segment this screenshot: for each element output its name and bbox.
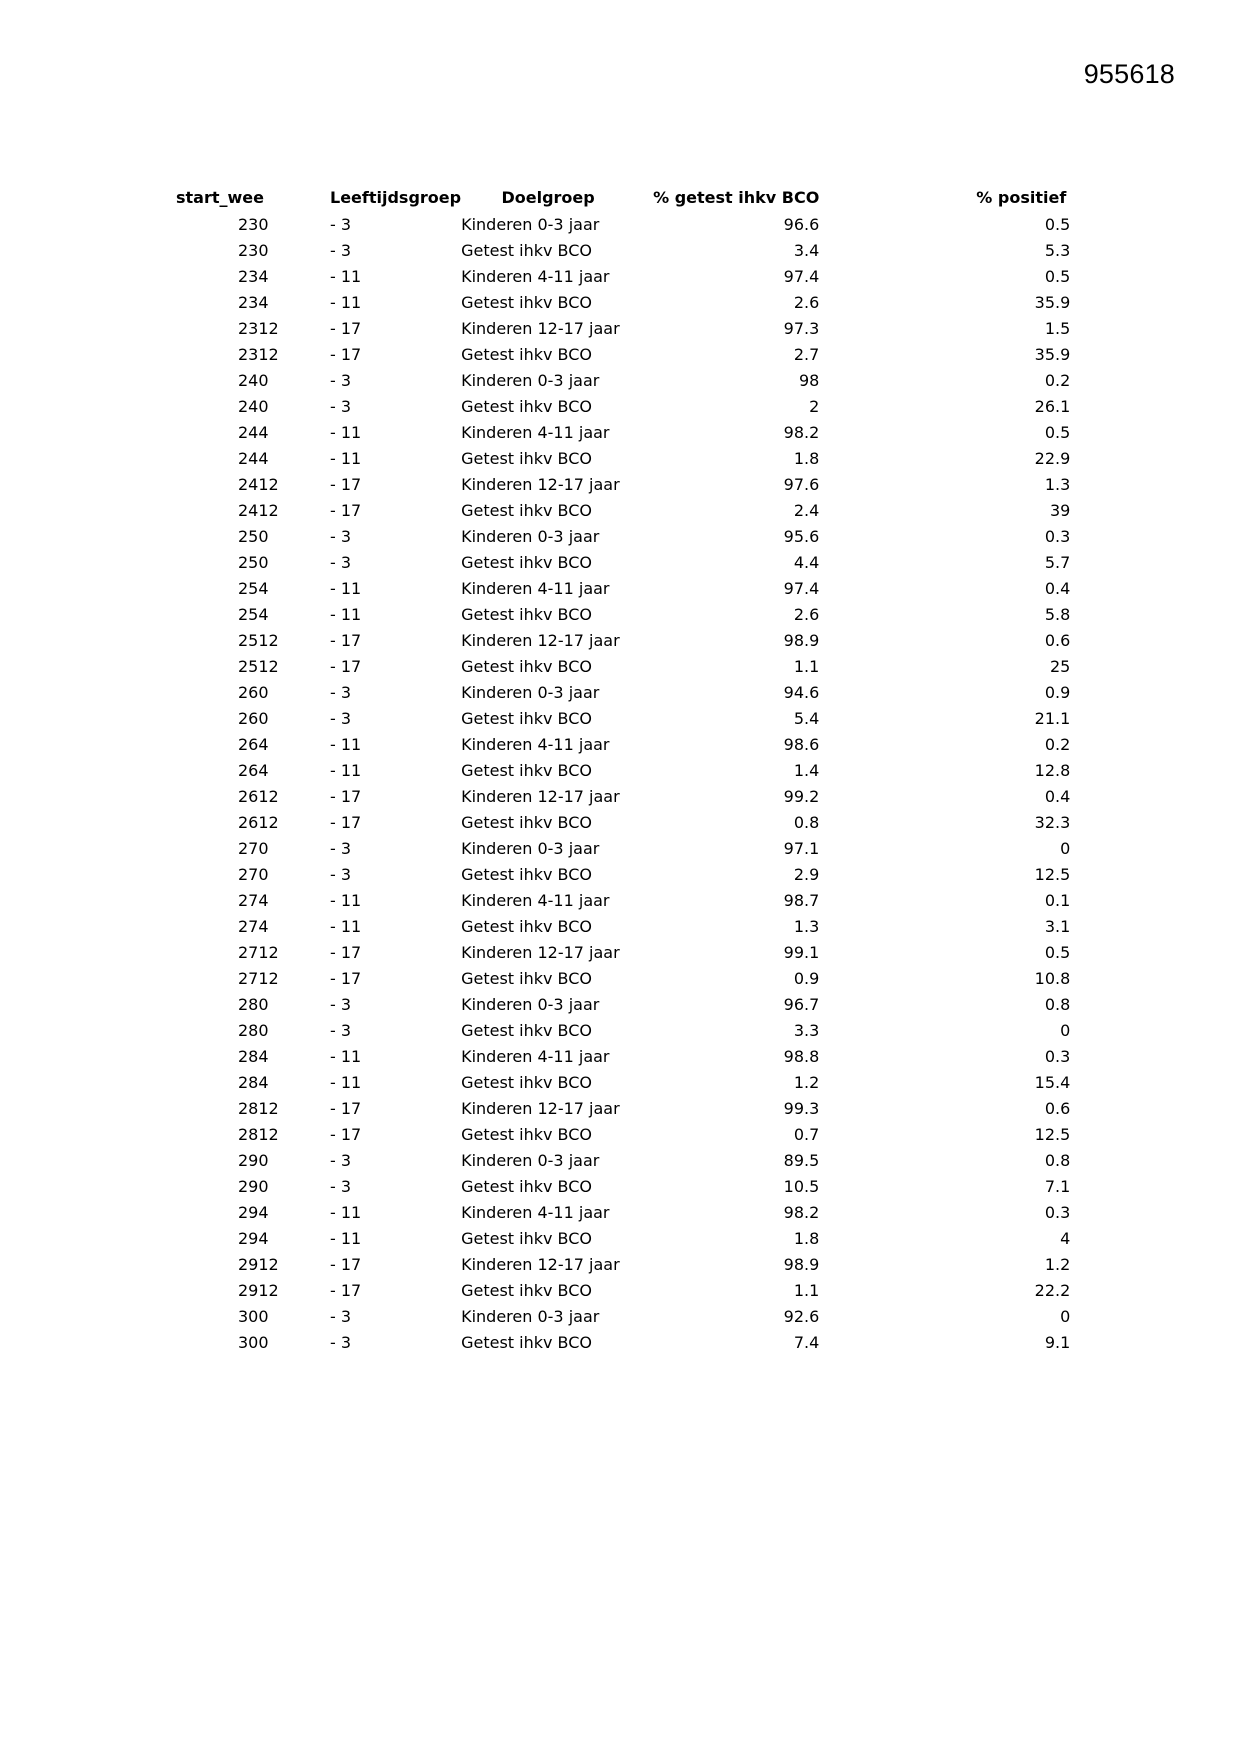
cell-week: 230 [238,241,269,260]
table-body [176,212,1070,1356]
cell-pct-positive: 0.5 [1044,943,1071,962]
cell-target-group: Getest ihkv BCO [461,917,593,936]
cell-target-group: Kinderen 12-17 jaar [461,1255,620,1274]
cell-age-group: - 3 [330,527,352,546]
cell-week: 2512 [238,631,279,650]
cell-pct-positive: 0 [1060,1307,1071,1326]
cell-target-group: Kinderen 0-3 jaar [461,527,600,546]
cell-target-group: Getest ihkv BCO [461,865,593,884]
table-row [176,264,1070,290]
cell-pct-positive: 12.5 [1034,1125,1071,1144]
table-row [176,732,1070,758]
cell-week: 2712 [238,943,279,962]
cell-pct-positive: 5.8 [1044,605,1071,624]
cell-week: 274 [238,917,269,936]
cell-pct-positive: 7.1 [1044,1177,1071,1196]
cell-pct-positive: 15.4 [1034,1073,1071,1092]
cell-age-group: - 17 [330,813,362,832]
table-row [176,472,1070,498]
cell-pct-positive: 0.8 [1044,1151,1071,1170]
cell-pct-positive: 0.6 [1044,631,1071,650]
table-row [176,498,1070,524]
cell-pct-tested: 94.6 [783,683,820,702]
table-header [176,184,1070,212]
cell-pct-tested: 2.7 [793,345,820,364]
cell-week: 2412 [238,475,279,494]
cell-target-group: Getest ihkv BCO [461,553,593,572]
cell-target-group: Kinderen 0-3 jaar [461,371,600,390]
cell-target-group: Getest ihkv BCO [461,1125,593,1144]
cell-pct-positive: 1.2 [1044,1255,1071,1274]
cell-week: 2312 [238,319,279,338]
cell-week: 2812 [238,1125,279,1144]
cell-pct-positive: 3.1 [1044,917,1071,936]
cell-pct-tested: 1.4 [793,761,820,780]
cell-pct-positive: 0.5 [1044,267,1071,286]
cell-week: 300 [238,1333,269,1352]
cell-age-group: - 11 [330,1229,362,1248]
cell-age-group: - 11 [330,423,362,442]
cell-pct-tested: 98.9 [783,1255,820,1274]
cell-age-group: - 3 [330,215,352,234]
cell-week: 250 [238,527,269,546]
cell-pct-tested: 98.9 [783,631,820,650]
cell-week: 2612 [238,813,279,832]
cell-pct-tested: 1.1 [793,657,820,676]
cell-pct-tested: 98.8 [783,1047,820,1066]
table-row [176,420,1070,446]
cell-pct-positive: 1.5 [1044,319,1071,338]
cell-pct-tested: 1.8 [793,449,820,468]
cell-age-group: - 3 [330,683,352,702]
cell-week: 2612 [238,787,279,806]
cell-age-group: - 17 [330,1255,362,1274]
cell-pct-positive: 10.8 [1034,969,1071,988]
cell-target-group: Getest ihkv BCO [461,345,593,364]
document-id-number: 955618 [1083,59,1175,89]
cell-pct-tested: 2.4 [793,501,820,520]
table-row [176,1174,1070,1200]
cell-week: 300 [238,1307,269,1326]
cell-week: 254 [238,605,269,624]
cell-target-group: Kinderen 4-11 jaar [461,891,610,910]
cell-age-group: - 3 [330,995,352,1014]
cell-pct-tested: 98 [798,371,820,390]
cell-week: 274 [238,891,269,910]
cell-age-group: - 11 [330,917,362,936]
cell-pct-positive: 32.3 [1034,813,1071,832]
cell-pct-positive: 35.9 [1034,345,1071,364]
table-row [176,966,1070,992]
cell-week: 234 [238,293,269,312]
cell-pct-positive: 5.7 [1044,553,1071,572]
cell-age-group: - 17 [330,1125,362,1144]
cell-week: 260 [238,683,269,702]
cell-pct-positive: 12.5 [1034,865,1071,884]
cell-target-group: Kinderen 12-17 jaar [461,787,620,806]
table-row [176,1330,1070,1356]
cell-week: 244 [238,449,269,468]
cell-target-group: Getest ihkv BCO [461,1021,593,1040]
cell-target-group: Kinderen 0-3 jaar [461,839,600,858]
cell-target-group: Getest ihkv BCO [461,397,593,416]
cell-pct-tested: 0.8 [793,813,820,832]
cell-target-group: Getest ihkv BCO [461,1177,593,1196]
cell-pct-tested: 0.7 [793,1125,820,1144]
cell-pct-tested: 98.2 [783,423,820,442]
cell-pct-tested: 10.5 [783,1177,820,1196]
cell-target-group: Kinderen 0-3 jaar [461,683,600,702]
table-row [176,1096,1070,1122]
cell-week: 260 [238,709,269,728]
cell-age-group: - 11 [330,1203,362,1222]
header-week: start_wee [176,188,264,207]
cell-pct-positive: 4 [1060,1229,1071,1248]
cell-age-group: - 17 [330,475,362,494]
cell-age-group: - 3 [330,1177,352,1196]
table-row [176,836,1070,862]
cell-week: 254 [238,579,269,598]
cell-week: 270 [238,865,269,884]
cell-week: 280 [238,995,269,1014]
table-row [176,940,1070,966]
cell-pct-tested: 2.9 [793,865,820,884]
cell-target-group: Getest ihkv BCO [461,241,593,260]
cell-age-group: - 11 [330,1047,362,1066]
cell-pct-tested: 4.4 [793,553,820,572]
cell-pct-positive: 0.3 [1044,1203,1071,1222]
table-row [176,602,1070,628]
cell-week: 270 [238,839,269,858]
table-row [176,212,1070,238]
cell-pct-tested: 3.4 [793,241,820,260]
table-row [176,628,1070,654]
table-row [176,342,1070,368]
cell-age-group: - 3 [330,839,352,858]
cell-week: 250 [238,553,269,572]
cell-pct-tested: 89.5 [783,1151,820,1170]
cell-pct-positive: 22.9 [1034,449,1071,468]
header-age-group: Leeftijdsgroep [330,188,462,207]
cell-pct-positive: 22.2 [1034,1281,1071,1300]
header-target-group: Doelgroep [501,188,595,207]
cell-target-group: Kinderen 0-3 jaar [461,215,600,234]
cell-week: 240 [238,371,269,390]
cell-week: 2912 [238,1281,279,1300]
cell-target-group: Getest ihkv BCO [461,969,593,988]
cell-age-group: - 11 [330,891,362,910]
cell-pct-positive: 1.3 [1044,475,1071,494]
table-row [176,862,1070,888]
cell-week: 230 [238,215,269,234]
cell-pct-tested: 98.2 [783,1203,820,1222]
cell-target-group: Kinderen 0-3 jaar [461,995,600,1014]
cell-age-group: - 11 [330,293,362,312]
cell-target-group: Kinderen 4-11 jaar [461,267,610,286]
cell-age-group: - 17 [330,657,362,676]
cell-week: 2812 [238,1099,279,1118]
cell-pct-positive: 0.8 [1044,995,1071,1014]
table-row [176,706,1070,732]
cell-week: 290 [238,1177,269,1196]
cell-age-group: - 17 [330,787,362,806]
table-row [176,550,1070,576]
table-row [176,238,1070,264]
cell-pct-tested: 1.1 [793,1281,820,1300]
cell-pct-tested: 98.6 [783,735,820,754]
cell-pct-tested: 97.4 [783,579,820,598]
cell-pct-tested: 1.3 [793,917,820,936]
cell-pct-positive: 0.2 [1044,371,1071,390]
cell-target-group: Getest ihkv BCO [461,293,593,312]
cell-age-group: - 11 [330,605,362,624]
cell-pct-tested: 98.7 [783,891,820,910]
cell-age-group: - 11 [330,579,362,598]
cell-pct-positive: 35.9 [1034,293,1071,312]
cell-target-group: Getest ihkv BCO [461,605,593,624]
cell-target-group: Getest ihkv BCO [461,501,593,520]
cell-pct-positive: 0 [1060,1021,1071,1040]
cell-target-group: Kinderen 12-17 jaar [461,1099,620,1118]
cell-week: 240 [238,397,269,416]
cell-age-group: - 17 [330,501,362,520]
cell-target-group: Getest ihkv BCO [461,1333,593,1352]
cell-pct-tested: 96.6 [783,215,820,234]
cell-week: 294 [238,1229,269,1248]
cell-pct-tested: 1.8 [793,1229,820,1248]
cell-age-group: - 3 [330,397,352,416]
table-row [176,1252,1070,1278]
table-row [176,1226,1070,1252]
table-row [176,576,1070,602]
cell-target-group: Getest ihkv BCO [461,761,593,780]
table-row [176,1304,1070,1330]
cell-target-group: Kinderen 12-17 jaar [461,631,620,650]
cell-pct-positive: 39 [1049,501,1071,520]
cell-week: 2512 [238,657,279,676]
table-row [176,394,1070,420]
cell-pct-positive: 0.6 [1044,1099,1071,1118]
cell-pct-positive: 25 [1049,657,1071,676]
cell-week: 234 [238,267,269,286]
cell-target-group: Getest ihkv BCO [461,1073,593,1092]
cell-pct-positive: 21.1 [1034,709,1071,728]
cell-pct-positive: 0.1 [1044,891,1071,910]
cell-target-group: Kinderen 4-11 jaar [461,735,610,754]
cell-target-group: Getest ihkv BCO [461,709,593,728]
data-table [176,184,1070,1356]
cell-pct-positive: 0.9 [1044,683,1071,702]
table-row [176,316,1070,342]
table-header-row [176,184,1070,212]
cell-pct-positive: 0.4 [1044,579,1071,598]
cell-target-group: Kinderen 0-3 jaar [461,1151,600,1170]
table-row [176,888,1070,914]
cell-week: 280 [238,1021,269,1040]
cell-pct-positive: 26.1 [1034,397,1071,416]
cell-target-group: Kinderen 12-17 jaar [461,319,620,338]
cell-target-group: Getest ihkv BCO [461,1229,593,1248]
cell-age-group: - 3 [330,709,352,728]
table-row [176,654,1070,680]
cell-pct-positive: 12.8 [1034,761,1071,780]
cell-target-group: Kinderen 4-11 jaar [461,423,610,442]
cell-pct-tested: 99.3 [783,1099,820,1118]
cell-age-group: - 17 [330,345,362,364]
cell-week: 244 [238,423,269,442]
cell-pct-tested: 92.6 [783,1307,820,1326]
cell-week: 290 [238,1151,269,1170]
cell-target-group: Getest ihkv BCO [461,657,593,676]
cell-pct-tested: 97.4 [783,267,820,286]
cell-week: 294 [238,1203,269,1222]
cell-target-group: Getest ihkv BCO [461,813,593,832]
cell-age-group: - 3 [330,1333,352,1352]
cell-pct-tested: 95.6 [783,527,820,546]
cell-pct-positive: 0.5 [1044,215,1071,234]
table-row [176,1122,1070,1148]
table-row [176,914,1070,940]
cell-age-group: - 11 [330,1073,362,1092]
cell-age-group: - 11 [330,267,362,286]
cell-pct-positive: 0.5 [1044,423,1071,442]
cell-pct-tested: 0.9 [793,969,820,988]
cell-week: 284 [238,1073,269,1092]
cell-week: 2312 [238,345,279,364]
table-row [176,1278,1070,1304]
cell-age-group: - 3 [330,371,352,390]
cell-pct-tested: 7.4 [793,1333,820,1352]
cell-week: 2412 [238,501,279,520]
table-row [176,992,1070,1018]
cell-age-group: - 11 [330,735,362,754]
table-row [176,810,1070,836]
cell-pct-positive: 0.3 [1044,527,1071,546]
cell-age-group: - 17 [330,1281,362,1300]
cell-pct-tested: 97.3 [783,319,820,338]
cell-age-group: - 3 [330,865,352,884]
table-row [176,446,1070,472]
cell-pct-tested: 2 [809,397,820,416]
cell-age-group: - 11 [330,761,362,780]
cell-age-group: - 17 [330,319,362,338]
cell-target-group: Kinderen 4-11 jaar [461,1047,610,1066]
header-pct-tested: % getest ihkv BCO [653,188,820,207]
cell-age-group: - 3 [330,1307,352,1326]
cell-age-group: - 3 [330,553,352,572]
cell-pct-tested: 99.1 [783,943,820,962]
cell-week: 2912 [238,1255,279,1274]
table-row [176,1148,1070,1174]
cell-pct-tested: 97.6 [783,475,820,494]
cell-age-group: - 17 [330,969,362,988]
cell-week: 2712 [238,969,279,988]
cell-age-group: - 11 [330,449,362,468]
cell-pct-tested: 97.1 [783,839,820,858]
cell-age-group: - 3 [330,1021,352,1040]
cell-pct-tested: 2.6 [793,293,820,312]
cell-target-group: Kinderen 4-11 jaar [461,579,610,598]
cell-pct-positive: 0 [1060,839,1071,858]
table-row [176,784,1070,810]
cell-week: 264 [238,761,269,780]
table-row [176,1070,1070,1096]
table-row [176,1018,1070,1044]
table-row [176,368,1070,394]
cell-target-group: Kinderen 12-17 jaar [461,475,620,494]
cell-age-group: - 17 [330,943,362,962]
cell-pct-tested: 2.6 [793,605,820,624]
cell-target-group: Getest ihkv BCO [461,449,593,468]
header-pct-positive: % positief [976,188,1067,207]
cell-pct-tested: 99.2 [783,787,820,806]
table-row [176,524,1070,550]
cell-pct-positive: 0.4 [1044,787,1071,806]
cell-pct-positive: 0.3 [1044,1047,1071,1066]
cell-age-group: - 3 [330,241,352,260]
cell-pct-positive: 9.1 [1044,1333,1071,1352]
cell-week: 264 [238,735,269,754]
cell-target-group: Kinderen 4-11 jaar [461,1203,610,1222]
cell-target-group: Kinderen 0-3 jaar [461,1307,600,1326]
cell-pct-tested: 96.7 [783,995,820,1014]
cell-pct-tested: 3.3 [793,1021,820,1040]
table-row [176,680,1070,706]
cell-age-group: - 17 [330,631,362,650]
cell-pct-positive: 5.3 [1044,241,1071,260]
table-row [176,1044,1070,1070]
cell-age-group: - 17 [330,1099,362,1118]
cell-pct-tested: 5.4 [793,709,820,728]
table-row [176,758,1070,784]
cell-target-group: Getest ihkv BCO [461,1281,593,1300]
cell-target-group: Kinderen 12-17 jaar [461,943,620,962]
data-table-container [176,184,1070,1356]
table-row [176,1200,1070,1226]
cell-age-group: - 3 [330,1151,352,1170]
cell-pct-positive: 0.2 [1044,735,1071,754]
table-row [176,290,1070,316]
cell-pct-tested: 1.2 [793,1073,820,1092]
cell-week: 284 [238,1047,269,1066]
